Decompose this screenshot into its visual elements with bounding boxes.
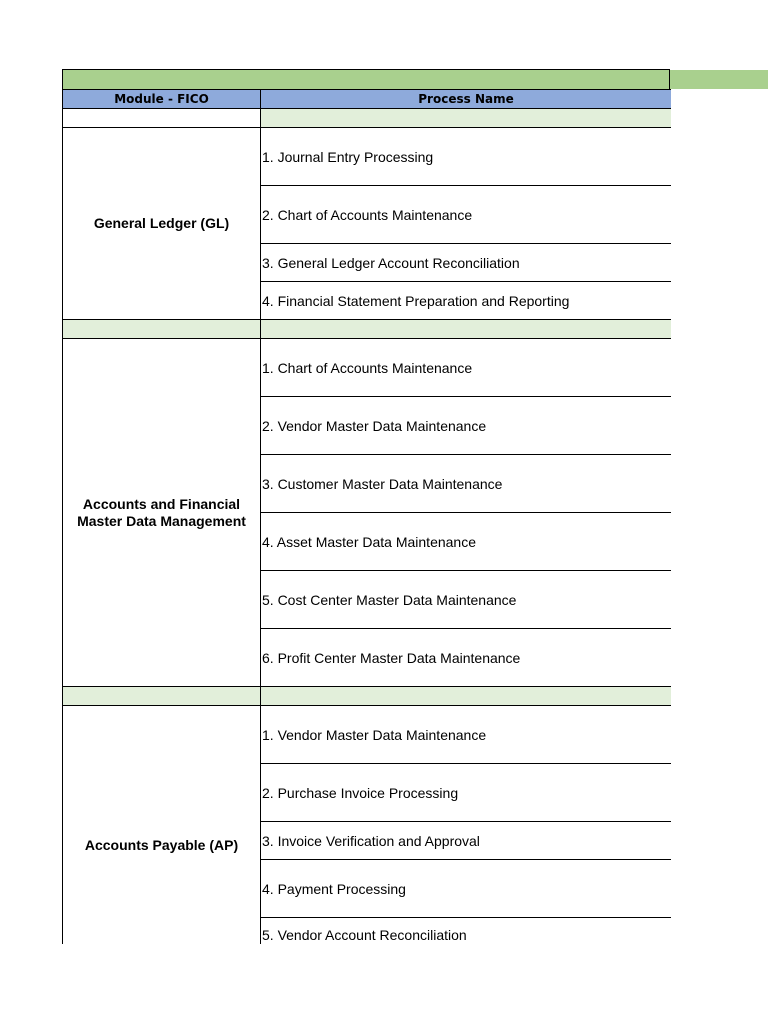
process-column-header: Process Name xyxy=(261,90,672,109)
module-cell-general-ledger[interactable]: General Ledger (GL) xyxy=(63,128,261,320)
table-header-row xyxy=(63,90,672,109)
module-cell-master-data[interactable]: Accounts and Financial Master Data Management xyxy=(63,339,261,687)
process-cell[interactable]: 4. Asset Master Data Maintenance xyxy=(261,513,672,571)
process-cell[interactable]: 2. Purchase Invoice Processing xyxy=(261,764,672,822)
process-cell[interactable]: 5. Cost Center Master Data Maintenance xyxy=(261,571,672,629)
section-separator-row xyxy=(63,687,672,706)
process-cell[interactable]: 3. Customer Master Data Maintenance xyxy=(261,455,672,513)
process-cell[interactable]: 4. Payment Processing xyxy=(261,860,672,918)
process-cell[interactable]: 1. Chart of Accounts Maintenance xyxy=(261,339,672,397)
fico-process-table xyxy=(62,89,671,944)
spacer-row xyxy=(63,109,672,128)
table-row xyxy=(63,706,672,764)
process-cell[interactable]: 3. General Ledger Account Reconciliation xyxy=(261,244,672,282)
table-row xyxy=(63,339,672,397)
fico-process-table-container xyxy=(62,89,671,944)
process-cell[interactable]: 3. Invoice Verification and Approval xyxy=(261,822,672,860)
process-cell[interactable]: 1. Vendor Master Data Maintenance xyxy=(261,706,672,764)
process-cell[interactable]: 5. Vendor Account Reconciliation xyxy=(261,918,672,945)
process-cell[interactable]: 4. Financial Statement Preparation and Reporting xyxy=(261,282,672,320)
module-cell-accounts-payable[interactable]: Accounts Payable (AP) xyxy=(63,706,261,945)
sheet-top-border xyxy=(62,69,670,89)
process-cell[interactable]: 1. Journal Entry Processing xyxy=(261,128,672,186)
process-cell[interactable]: 6. Profit Center Master Data Maintenance xyxy=(261,629,672,687)
module-column-header: Module - FICO xyxy=(63,90,261,109)
process-cell[interactable]: 2. Chart of Accounts Maintenance xyxy=(261,186,672,244)
table-row xyxy=(63,128,672,186)
section-separator-row xyxy=(63,320,672,339)
process-cell[interactable]: 2. Vendor Master Data Maintenance xyxy=(261,397,672,455)
